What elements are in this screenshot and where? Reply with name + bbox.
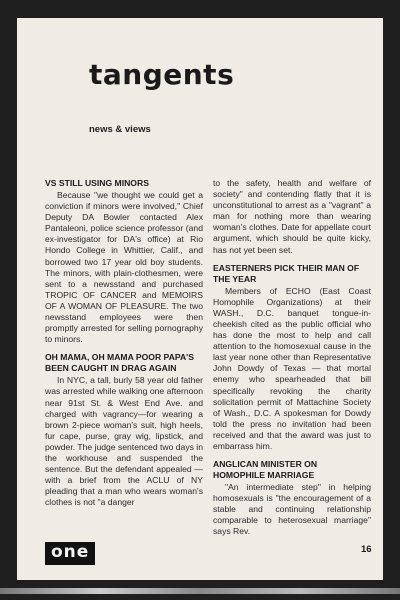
article-heading: EASTERNERS PICK THEIR MAN OF THE YEAR bbox=[213, 262, 360, 284]
left-column bbox=[45, 178, 203, 515]
magazine-page bbox=[17, 18, 383, 580]
article-paragraph-continued: to the safety, health and welfare of society" and contending flatly that it is unconstitutional to arrest as a "vagrant" a man for nothing more than wearing woman's clothes. Date for appellate court argument, which should be quite kicky, has not yet been set. bbox=[213, 178, 371, 255]
right-column bbox=[213, 178, 371, 545]
article-paragraph: Members of ECHO (East Coast Homophile Organizations) at their WASH., D.C. banquet tongue-in-cheekish cited as the public official who has done the most to help and call attention to the homosexual cause in the last year none other than Representative John Dowdy of Texas — that mortal enemy who spearheaded that bill specifically revoking the charity solicitation permit of Mattachine Society of Wash., D.C. A spokesman for Dowdy told the press no invitation had been received and that the award was just to embarrass him. bbox=[213, 285, 371, 451]
article-paragraph: In NYC, a tall, burly 58 year old father was arrested while walking one afternoon near 91st St. & West End Ave. and charged with vagrancy—for wearing a brown 2-piece woman's suit, high heels, fur cape, purse, gray wig, lipstick, and powder. The judge sentenced two days in the workhouse and suspended the sentence. But the defendant appealed — with a brief from the ACLU of NY pleading that a man who wears woman's clothes is not "a danger bbox=[45, 375, 203, 508]
magazine-logo: one bbox=[45, 542, 95, 565]
page-number: 16 bbox=[361, 544, 372, 555]
page-title: tangents bbox=[89, 58, 235, 91]
article-heading: VS STILL USING MINORS bbox=[45, 178, 149, 188]
article-heading: ANGLICAN MINISTER ON HOMOPHILE MARRIAGE bbox=[213, 459, 318, 481]
article-paragraph: "An intermediate step" in helping homosexuals is "the encouragement of a stable and continuing relationship comparable to heterosexual marriage" says Rev. bbox=[213, 482, 371, 537]
scan-edge-band bbox=[0, 588, 400, 594]
page-subtitle: news & views bbox=[89, 124, 151, 135]
article-paragraph: Because "we thought we could get a conviction if minors were involved," Chief Deputy DA Bowler contacted Alex Pantaleoni, police science professor (and ex-investigator for DA's office) at Rio Hondo College in Whittier, Calif., and borrowed two 17 year old boy students. The minors, with plain-clothesmen, were sent to a newsstand and purchased TROPIC OF CANCER and MEMOIRS OF A WOMAN OF PLEASURE. The two newsstand employees were then promptly arrested for selling pornography to minors. bbox=[45, 190, 203, 345]
article-heading: OH MAMA, OH MAMA POOR PAPA'S BEEN CAUGHT IN DRAG AGAIN bbox=[45, 352, 194, 374]
